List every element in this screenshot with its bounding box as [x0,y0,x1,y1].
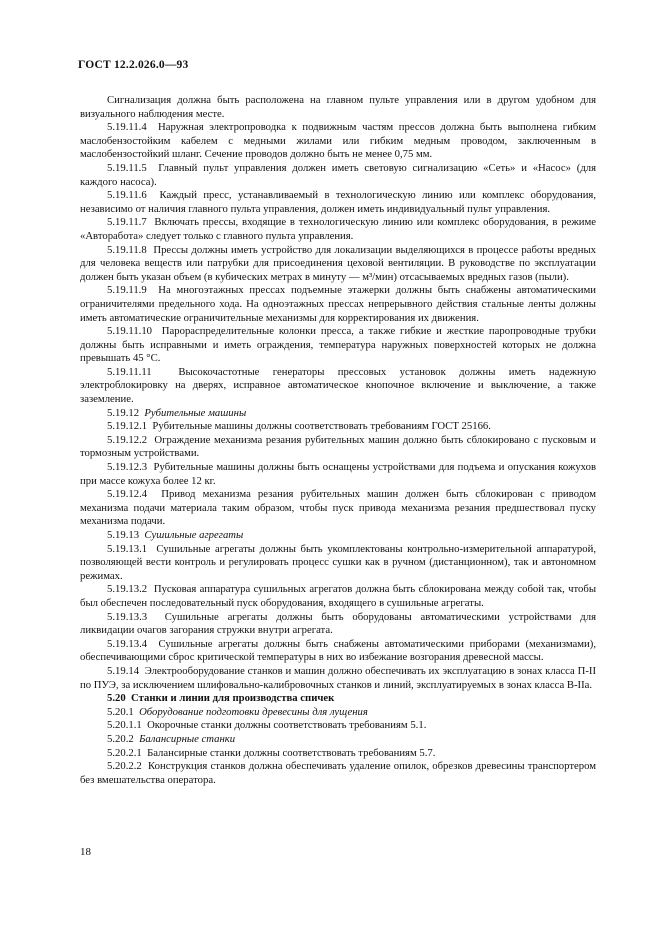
clause-text: Главный пульт управления должен иметь световую сигнализацию «Сеть» и «Насос» (для каждого насоса). [80,161,597,188]
clause-heading: Сушильные агрегаты [144,529,244,541]
clause-number: 5.19.11.5 [107,161,147,174]
clause-text: Сушильные агрегаты должны быть оборудованы автоматическими устройствами для ликвидации очагов загорания стружки внутри агрегата. [80,610,596,637]
paragraph [80,706,596,720]
clause-number: 5.19.11.6 [107,189,147,202]
paragraph [80,529,596,543]
clause-number: 5.19.13.4 [107,637,148,650]
document-body [80,94,596,787]
paragraph [80,583,596,610]
clause-text: Балансирные станки должны соответствовать требованиям 5.7. [147,746,436,759]
paragraph [80,244,596,285]
clause-number: 5.20 [107,692,126,705]
clause-number: 5.19.11.9 [107,284,147,297]
clause-text: Конструкция станков должна обеспечивать удаление опилок, обрезков древесины транспортером без вмешательства оператора. [80,760,597,786]
clause-text: Сушильные агрегаты должны быть укомплектованы контрольно-измерительной аппаратурой, позволяющей вести контроль и регулировать процесс сушки как в ручном (дистанционном), так и автономном режимах. [80,542,597,582]
clause-number: 5.19.11.8 [107,243,147,256]
clause-number: 5.19.11.10 [107,325,153,338]
clause-number: 5.19.12.2 [107,433,148,446]
clause-text: Прессы должны иметь устройство для локализации выделяющихся в процессе работы вредных для человека веществ или патрубки для присоединения цеховой вентиляции. В руководстве по эксплуатации должен быть указан объем (в кубических метрах в минуту — м³/мин) отсасываемых вредных газов (пыли). [80,243,596,283]
clause-number: 5.19.12.3 [107,461,148,474]
paragraph [80,719,596,733]
clause-heading: Балансирные станки [139,732,236,745]
clause-number: 5.19.12.1 [107,420,148,433]
clause-text: Сушильные агрегаты должны быть снабжены автоматическими приборами (механизмами), обеспечивающими сброс критической температуры в них во избежание возгорания древесной массы. [80,637,596,664]
clause-number: 5.19.11.7 [107,216,147,229]
paragraph [80,162,596,189]
clause-number: 5.19.13 [107,529,140,541]
paragraph [80,216,596,243]
paragraph [80,543,596,584]
paragraph [80,747,596,761]
paragraph [80,366,596,407]
clause-number: 5.20.2.2 [107,760,142,773]
standard-header: ГОСТ 12.2.026.0—93 [78,59,189,71]
clause-number: 5.19.12 [107,406,140,419]
paragraph [80,488,596,529]
clause-heading: Оборудование подготовки древесины для лущения [139,705,368,718]
clause-text: Сигнализация должна быть расположена на главном пульте управления или в другом удобном для визуального наблюдения месте. [80,94,596,120]
clause-number: 5.20.2 [107,732,134,745]
clause-text: Станки и линии для производства спичек [131,692,335,705]
paragraph [80,420,596,434]
clause-text: Электрооборудование станков и машин должно обеспечивать их эксплуатацию в зонах класса П-II по ПУЭ, за исключением шлифовально-калибровочных станков и линий, эксплуатируемых в зонах класса В-IIа. [80,664,596,691]
clause-text: Рубительные машины должны быть оснащены устройствами для подъема и опускания кожухов при массе кожуха более 12 кг. [80,461,597,487]
clause-text: Пусковая аппаратура сушильных агрегатов должна быть сблокирована между собой так, чтобы был обеспечен последовательный пуск оборудования, входящего в сушильные агрегаты. [80,583,596,609]
paragraph [80,760,596,787]
clause-text: Каждый пресс, устанавливаемый в технологическую линию или комплекс оборудования, независимо от наличия главного пульта управления, должен иметь индивидуальный пульт управления. [80,189,597,215]
clause-number: 5.20.1 [107,705,134,718]
paragraph [80,284,596,325]
paragraph [80,733,596,747]
clause-number: 5.19.14 [107,664,140,677]
clause-number: 5.19.13.3 [107,610,148,623]
paragraph [80,407,596,421]
paragraph [80,94,596,121]
clause-text: Рубительные машины должны соответствовать требованиям ГОСТ 25166. [152,420,491,433]
paragraph [80,121,596,162]
clause-number: 5.20.1.1 [107,719,142,732]
clause-text: Высокочастотные генераторы прессовых установок должны иметь надежную электроблокировку на дверях, исправное автоматическое кнопочное включение и выключение, а также заземление. [80,365,597,406]
page-number: 18 [80,846,91,858]
clause-text: На многоэтажных прессах подъемные этажерки должны быть снабжены автоматическими ограничителями предельного хода. На одноэтажных прессах непрерывного действия стальные ленты должны иметь автоматические ограничительные механизмы для корректирования их движения. [80,284,596,324]
paragraph [80,692,596,706]
clause-heading: Рубительные машины [144,406,247,419]
clause-number: 5.20.2.1 [107,746,142,759]
clause-text: Парораспределительные колонки пресса, а также гибкие и жесткие паропроводные трубки должны быть исправными и иметь ограждения, температура наружных поверхностей которых не должна превышать 45 °С. [80,325,597,365]
clause-text: Включать прессы, входящие в технологическую линию или комплекс оборудования, в режиме «Авторабота» следует только с главного пульта управления. [80,216,596,242]
paragraph [80,434,596,461]
clause-number: 5.19.11.4 [107,121,147,134]
clause-number: 5.19.13.1 [107,542,148,555]
paragraph [80,189,596,216]
clause-number: 5.19.11.11 [107,365,152,378]
paragraph [80,638,596,665]
paragraph [80,461,596,488]
clause-text: Ограждение механизма резания рубительных машин должно быть сблокировано с пусковым и тормозным устройствами. [80,433,596,460]
clause-text: Привод механизма резания рубительных машин должен быть сблокирован с приводом механизма подачи материала таким образом, чтобы пуск привода механизма резания предшествовал пуску механизма подачи. [80,488,597,528]
clause-text: Окорочные станки должны соответствовать требованиям 5.1. [147,719,427,732]
paragraph [80,611,596,638]
clause-number: 5.19.12.4 [107,488,148,501]
clause-text: Наружная электропроводка к подвижным частям прессов должна быть выполнена гибким маслобензостойким кабелем с медными жилами или гибким медным проводом, заключенным в маслобензостойкий шланг. Сечение проводов должно быть не менее 0,75 мм. [80,121,596,161]
paragraph [80,325,596,366]
clause-number: 5.19.13.2 [107,583,148,596]
paragraph [80,665,596,692]
